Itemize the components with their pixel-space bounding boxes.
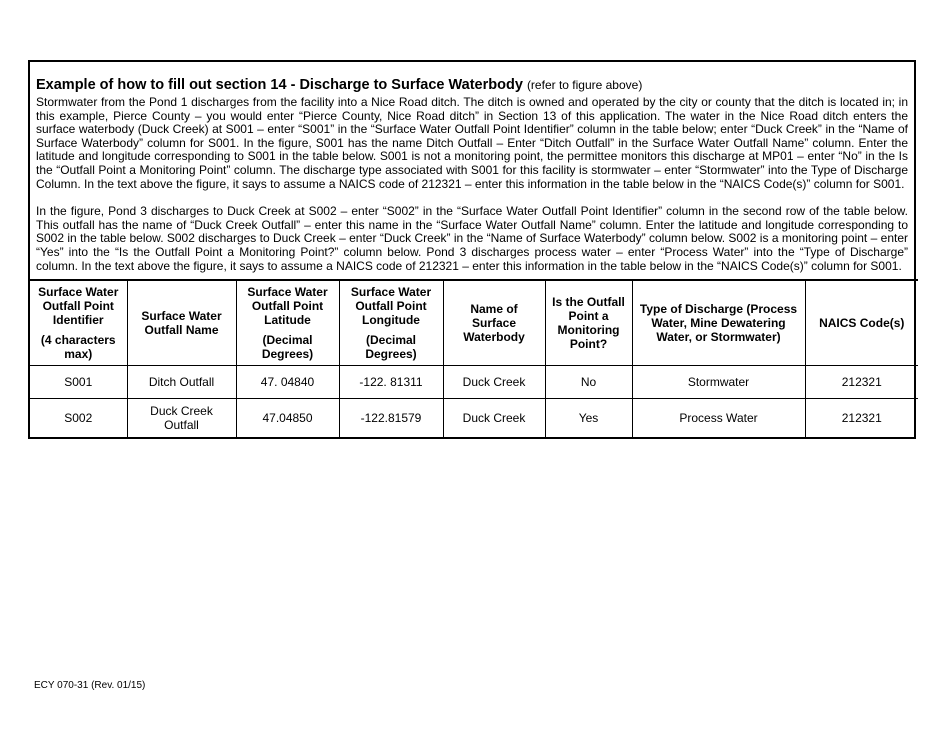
cell-waterbody: Duck Creek xyxy=(443,366,545,399)
cell-latitude: 47. 04840 xyxy=(236,366,339,399)
example-section-box xyxy=(28,60,916,439)
header-waterbody-name: Name of Surface Waterbody xyxy=(443,280,545,366)
cell-outfall-name: Ditch Outfall xyxy=(127,366,236,399)
header-discharge-type: Type of Discharge (Process Water, Mine Dewatering Water, or Stormwater) xyxy=(632,280,805,366)
cell-waterbody: Duck Creek xyxy=(443,399,545,438)
cell-naics: 212321 xyxy=(805,399,918,438)
section-title: Example of how to fill out section 14 - Discharge to Surface Waterbody xyxy=(36,77,523,93)
table-header-row xyxy=(30,280,918,366)
header-longitude: Surface Water Outfall Point Longitude (Decimal Degrees) xyxy=(339,280,443,366)
cell-discharge-type: Process Water xyxy=(632,399,805,438)
header-monitoring-point: Is the Outfall Point a Monitoring Point? xyxy=(545,280,632,366)
section-heading xyxy=(36,76,908,94)
cell-identifier: S002 xyxy=(30,399,127,438)
discharge-example-table xyxy=(30,279,918,437)
instruction-paragraph-2: In the figure, Pond 3 discharges to Duck Creek at S002 – enter “S002” in the “Surface Water Outfall Point Identifier” column in the second row of the table below. This outfall has the name of “Duck Creek Outfall” – enter this name in the “Surface Water Outfall Name” column. Enter the latitude and longitude corresponding to S002 in the table below. S002 discharges to Duck Creek – enter “Duck Creek” in the “Name of Surface Waterbody” column below. S002 is a monitoring point – enter “Yes” into the “Is the Outfall Point a Monitoring Point?” column below. Pond 3 discharges process water – enter “Process Water” into the “Type of Discharge” column. In the text above the figure, it says to assume a NAICS code of 212321 – enter this information in the table below in the “NAICS Code(s)” column for S001. xyxy=(36,204,908,273)
cell-monitoring-point: No xyxy=(545,366,632,399)
example-intro xyxy=(30,62,914,277)
cell-identifier: S001 xyxy=(30,366,127,399)
cell-latitude: 47.04850 xyxy=(236,399,339,438)
header-latitude: Surface Water Outfall Point Latitude (Decimal Degrees) xyxy=(236,280,339,366)
table-row xyxy=(30,399,918,438)
header-outfall-name: Surface Water Outfall Name xyxy=(127,280,236,366)
form-number: ECY 070-31 (Rev. 01/15) xyxy=(34,680,146,691)
table-row xyxy=(30,366,918,399)
cell-longitude: -122.81579 xyxy=(339,399,443,438)
cell-naics: 212321 xyxy=(805,366,918,399)
figure-reference: (refer to figure above) xyxy=(526,78,643,92)
cell-outfall-name: Duck Creek Outfall xyxy=(127,399,236,438)
cell-monitoring-point: Yes xyxy=(545,399,632,438)
cell-longitude: -122. 81311 xyxy=(339,366,443,399)
header-naics-codes: NAICS Code(s) xyxy=(805,280,918,366)
instruction-paragraph-1: Stormwater from the Pond 1 discharges from the facility into a Nice Road ditch. The ditch is owned and operated by the city or county that the ditch is located in; in this example, Pierce County – you would enter “Pierce County, Nice Road ditch” in Section 13 of this application. The water in the Nice Road ditch enters the surface waterbody (Duck Creek) at S001 – enter “S001” in the “Surface Water Outfall Point Identifier” column in the table below; enter “Duck Creek” in the “Name of Surface Waterbody” column for S001. In the figure, S001 has the name Ditch Outfall – Enter “Ditch Outfall” in the Surface Water Outfall Name” column. Enter the latitude and longitude corresponding to S001 in the table below. S001 is not a monitoring point, the permittee monitors this discharge at MP01 – enter “No” in the Is the “Outfall Point a Monitoring Point” column. The discharge type associated with S001 for this facility is stormwater – enter “Stormwater” into the Type of Discharge Column. In the text above the figure, it says to assume a NAICS code of 212321 – enter this information in the table below in the “NAICS Code(s)” column for S001. xyxy=(36,95,908,191)
cell-discharge-type: Stormwater xyxy=(632,366,805,399)
header-outfall-identifier: Surface Water Outfall Point Identifier (4 characters max) xyxy=(30,280,127,366)
